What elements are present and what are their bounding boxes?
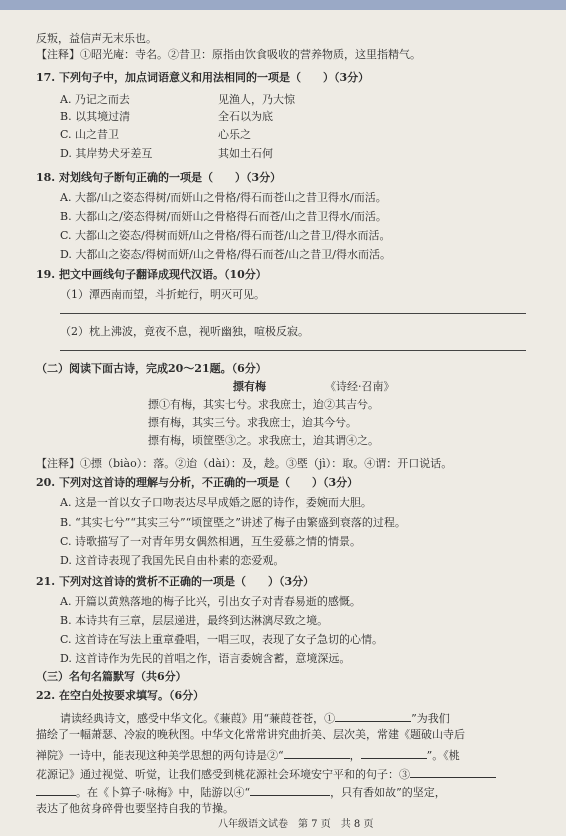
q22-line-1 xyxy=(60,710,450,726)
q20-option-b: B. “其实七兮”“其实三兮”“顷筐塈之”讲述了梅子由繁盛到衰落的过程。 xyxy=(60,516,406,529)
note-1: 【注释】①昭光庵：寺名。②昔卫：原指由饮食吸收的营养物质，这里指精气。 xyxy=(36,48,421,61)
q21-stem: 21. 下列对这首诗的赏析不正确的一项是（ ）（3分） xyxy=(36,575,315,588)
q18-stem: 18. 对划线句子断句正确的一项是（ ）（3分） xyxy=(36,171,282,184)
q17-stem: 17. 下列句子中，加点词语意义和用法相同的一项是（ ）（3分） xyxy=(36,71,370,84)
q22-line-1-tail: ”为我们 xyxy=(411,712,450,725)
top-fragment: 反叛，益信声无末乐也。 xyxy=(36,32,157,45)
poem-line-1: 摽①有梅，其实七兮。求我庶士，迨②其吉兮。 xyxy=(148,398,379,411)
q21-option-d: D. 这首诗作为先民的首唱之作，语言委婉含蓄，意境深远。 xyxy=(60,652,351,665)
q20-stem: 20. 下列对这首诗的理解与分析，不正确的一项是（ ）（3分） xyxy=(36,476,359,489)
q17-option-a-pair: 见渔人，乃大惊 xyxy=(218,93,295,106)
q22-line-1-text: 请读经典诗文，感受中华文化。《蒹葭》用“蒹葭苍苍，① xyxy=(60,712,336,725)
fill-blank-2b[interactable] xyxy=(361,747,427,759)
q19-stem: 19. 把文中画线句子翻译成现代汉语。（10分） xyxy=(36,268,267,281)
q20-option-c: C. 诗歌描写了一对青年男女偶然相遇，互生爱慕之情的情景。 xyxy=(60,535,362,548)
section-3-title: （三）名句名篇默写（共6分） xyxy=(36,670,187,683)
q17-option-d: D. 其岸势犬牙差互 xyxy=(60,147,153,160)
q22-line-4-text: 花源记》通过视觉、听觉，让我们感受到桃花源社会环境安宁平和的句子：③ xyxy=(36,768,410,781)
page-footer: 八年级语文试卷 第 7 页 共 8 页 xyxy=(218,819,374,830)
q22-line-3-comma: ， xyxy=(349,749,361,762)
fill-blank-2a[interactable] xyxy=(284,747,350,759)
q18-option-a: A. 大都/山之姿态得树/而妍山之骨格/得石而苍山之昔卫得水/而活。 xyxy=(60,191,387,204)
q22-line-5-text: 。在《卜算子·咏梅》中，陆游以④“ xyxy=(76,786,251,799)
fill-blank-4[interactable] xyxy=(250,784,330,796)
answer-line-1 xyxy=(60,313,526,314)
q20-option-d: D. 这首诗表现了我国先民自由朴素的恋爱观。 xyxy=(60,554,285,567)
poem-source: 《诗经·召南》 xyxy=(325,380,395,393)
q22-line-2: 描绘了一幅萧瑟、冷寂的晚秋图。中华文化常常讲究曲折美、层次美，常建《题破山寺后 xyxy=(36,728,465,741)
q21-option-a: A. 开篇以黄熟落地的梅子比兴，引出女子对青春易逝的感慨。 xyxy=(60,595,361,608)
q21-option-c: C. 这首诗在写法上重章叠唱，一唱三叹，表现了女子急切的心情。 xyxy=(60,633,384,646)
poem-line-2: 摽有梅，其实三兮。求我庶士，迨其今兮。 xyxy=(148,416,357,429)
q22-line-4 xyxy=(36,766,496,782)
q17-option-c-pair: 心乐之 xyxy=(218,128,251,141)
q17-option-c: C. 山之昔卫 xyxy=(60,128,120,141)
top-color-strip xyxy=(0,0,566,10)
answer-line-2 xyxy=(60,350,526,351)
q18-option-c: C. 大都山之姿态/得树而妍/山之骨格/得石而苍/山之昔卫/得水而活。 xyxy=(60,229,391,242)
q22-line-3-tail: ”。《桃 xyxy=(426,749,460,762)
q22-line-3-text: 禅院》一诗中，能表现这种美学思想的两句诗是②“ xyxy=(36,749,284,762)
fill-blank-1[interactable] xyxy=(335,710,411,722)
q21-option-b: B. 本诗共有三章，层层递进，最终到达淋漓尽致之境。 xyxy=(60,614,329,627)
q18-option-b: B. 大都山之/姿态得树/而妍山之骨格得石而苍/山之昔卫得水/而活。 xyxy=(60,210,387,223)
q18-option-d: D. 大都山之姿态/得树而妍/山之骨格/得石而苍/山之昔卫/得水而活。 xyxy=(60,248,391,261)
q22-line-6: 表达了他贫身碎骨也要坚持自我的节操。 xyxy=(36,802,234,815)
poem-note: 【注释】①摽（biào）：落。②迨（dài）：及，趁。③塈（jì）：取。④谓：开口说话。 xyxy=(36,457,453,470)
section-2-title: （二）阅读下面古诗，完成20～21题。（6分） xyxy=(36,362,267,375)
q22-line-5-tail: ，只有香如故”的坚定， xyxy=(330,786,446,799)
poem-title: 摽有梅 xyxy=(233,380,266,393)
q17-option-a: A. 乃记之而去 xyxy=(60,93,130,106)
q19-item-1: （1）潭西南而望，斗折蛇行，明灭可见。 xyxy=(60,288,265,301)
q20-option-a: A. 这是一首以女子口吻表达尽早成婚之愿的诗作，委婉而大胆。 xyxy=(60,496,372,509)
q17-option-d-pair: 其如土石何 xyxy=(218,147,273,160)
q22-line-3 xyxy=(36,747,460,763)
q22-stem: 22. 在空白处按要求填写。（6分） xyxy=(36,689,205,702)
q17-option-b: B. 以其境过清 xyxy=(60,110,131,123)
fill-blank-3b[interactable] xyxy=(36,784,76,796)
q17-option-b-pair: 全石以为底 xyxy=(218,110,273,123)
fill-blank-3a[interactable] xyxy=(410,766,496,778)
q19-item-2: （2）枕上沸波，竟夜不息，视听幽独，喧极反寂。 xyxy=(60,325,309,338)
poem-line-3: 摽有梅，顷筐塈③之。求我庶士，迨其谓④之。 xyxy=(148,434,379,447)
q22-line-5 xyxy=(36,784,446,800)
